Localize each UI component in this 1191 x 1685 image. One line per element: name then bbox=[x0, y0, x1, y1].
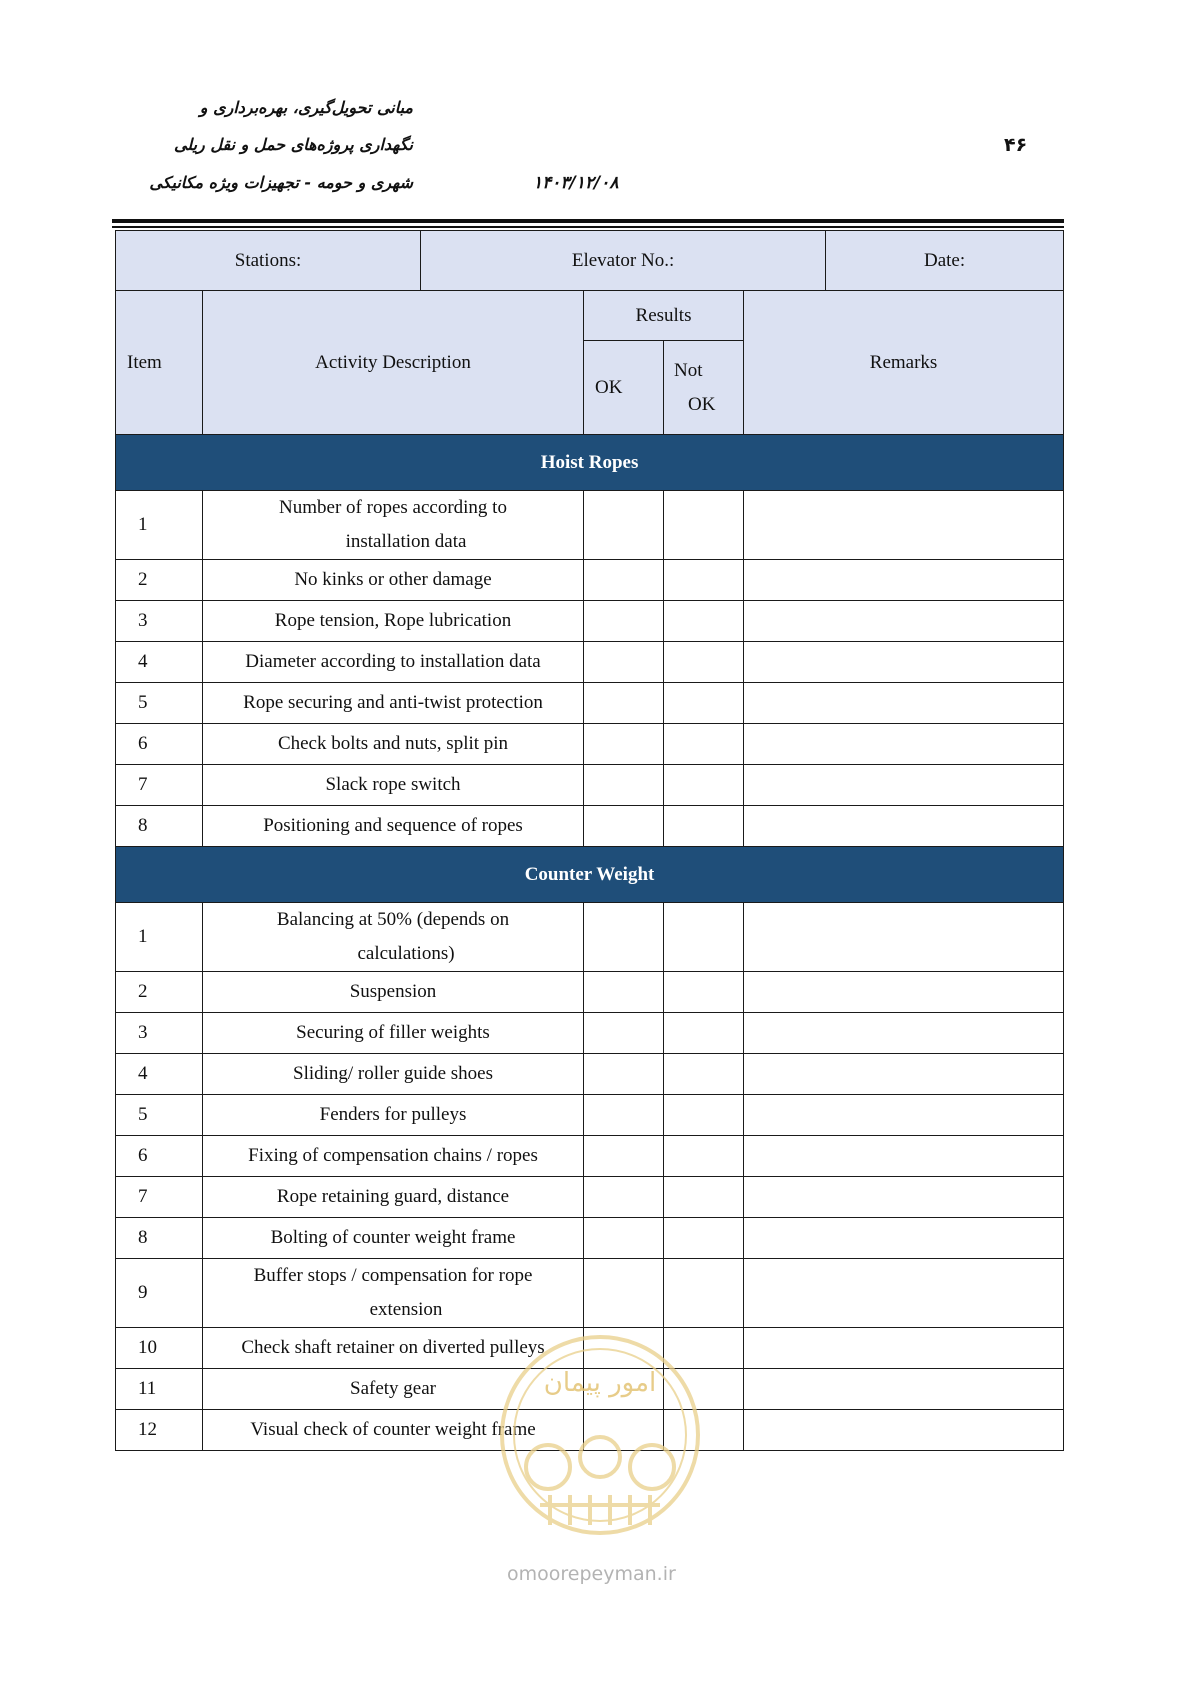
checklist-row bbox=[116, 972, 1064, 1013]
item-number: 1 bbox=[116, 903, 203, 972]
checklist-row bbox=[116, 903, 1064, 972]
header-title-line-3: شهری و حومه - تجهیزات ویژه مکانیکی bbox=[149, 173, 413, 192]
activity-description: Fixing of compensation chains / ropes bbox=[203, 1136, 584, 1177]
activity-description: Positioning and sequence of ropes bbox=[203, 806, 584, 847]
header-date: ۱۴۰۳/۱۲/۰۸ bbox=[533, 173, 619, 193]
activity-description: Fenders for pulleys bbox=[203, 1095, 584, 1136]
item-number: 7 bbox=[116, 765, 203, 806]
remarks-cell[interactable] bbox=[744, 642, 1064, 683]
activity-description: No kinks or other damage bbox=[203, 560, 584, 601]
form-info-row bbox=[116, 231, 1064, 291]
not-ok-checkbox-cell[interactable] bbox=[664, 1054, 744, 1095]
item-number: 7 bbox=[116, 1177, 203, 1218]
ok-checkbox-cell[interactable] bbox=[584, 972, 664, 1013]
remarks-cell[interactable] bbox=[744, 1259, 1064, 1328]
elevator-number-field[interactable] bbox=[421, 231, 826, 291]
item-number: 3 bbox=[116, 601, 203, 642]
ok-checkbox-cell[interactable] bbox=[584, 601, 664, 642]
checklist-row bbox=[116, 806, 1064, 847]
header-rule-thick bbox=[112, 219, 1064, 223]
date-field[interactable] bbox=[826, 231, 1064, 291]
remarks-cell[interactable] bbox=[744, 1136, 1064, 1177]
checklist-row bbox=[116, 560, 1064, 601]
checklist-row bbox=[116, 683, 1064, 724]
activity-description: Balancing at 50% (depends on calculations) bbox=[203, 903, 584, 972]
ok-checkbox-cell[interactable] bbox=[584, 1218, 664, 1259]
remarks-cell[interactable] bbox=[744, 1013, 1064, 1054]
not-ok-checkbox-cell[interactable] bbox=[664, 903, 744, 972]
remarks-cell[interactable] bbox=[744, 903, 1064, 972]
ok-checkbox-cell[interactable] bbox=[584, 1095, 664, 1136]
header-title-line-2: نگهداری پروژه‌های حمل و نقل ریلی bbox=[173, 135, 413, 154]
activity-column-header: Activity Description bbox=[203, 291, 584, 435]
not-ok-checkbox-cell[interactable] bbox=[664, 1177, 744, 1218]
activity-description: Safety gear bbox=[203, 1369, 584, 1410]
item-number: 4 bbox=[116, 1054, 203, 1095]
remarks-cell[interactable] bbox=[744, 601, 1064, 642]
checklist-row bbox=[116, 724, 1064, 765]
ok-checkbox-cell[interactable] bbox=[584, 683, 664, 724]
checklist-row bbox=[116, 1177, 1064, 1218]
not-ok-checkbox-cell[interactable] bbox=[664, 972, 744, 1013]
not-ok-checkbox-cell[interactable] bbox=[664, 560, 744, 601]
item-number: 6 bbox=[116, 1136, 203, 1177]
ok-checkbox-cell[interactable] bbox=[584, 1013, 664, 1054]
not-ok-checkbox-cell[interactable] bbox=[664, 1328, 744, 1369]
item-number: 4 bbox=[116, 642, 203, 683]
ok-checkbox-cell[interactable] bbox=[584, 1136, 664, 1177]
not-ok-checkbox-cell[interactable] bbox=[664, 1259, 744, 1328]
not-ok-checkbox-cell[interactable] bbox=[664, 491, 744, 560]
not-ok-checkbox-cell[interactable] bbox=[664, 806, 744, 847]
remarks-column-header: Remarks bbox=[744, 291, 1064, 435]
ok-checkbox-cell[interactable] bbox=[584, 1369, 664, 1410]
activity-description: Slack rope switch bbox=[203, 765, 584, 806]
not-ok-checkbox-cell[interactable] bbox=[664, 724, 744, 765]
activity-description: Rope retaining guard, distance bbox=[203, 1177, 584, 1218]
ok-checkbox-cell[interactable] bbox=[584, 642, 664, 683]
activity-description: Rope securing and anti-twist protection bbox=[203, 683, 584, 724]
item-number: 10 bbox=[116, 1328, 203, 1369]
checklist-row bbox=[116, 1259, 1064, 1328]
remarks-cell[interactable] bbox=[744, 560, 1064, 601]
item-number: 5 bbox=[116, 683, 203, 724]
item-number: 8 bbox=[116, 1218, 203, 1259]
remarks-cell[interactable] bbox=[744, 765, 1064, 806]
checklist-row bbox=[116, 1369, 1064, 1410]
activity-description: Check shaft retainer on diverted pulleys bbox=[203, 1328, 584, 1369]
item-number: 9 bbox=[116, 1259, 203, 1328]
remarks-cell[interactable] bbox=[744, 491, 1064, 560]
not-ok-checkbox-cell[interactable] bbox=[664, 1369, 744, 1410]
remarks-cell[interactable] bbox=[744, 1328, 1064, 1369]
activity-description: Number of ropes according to installation data bbox=[203, 491, 584, 560]
not-ok-column-header: Not OK bbox=[664, 341, 744, 435]
activity-description: Bolting of counter weight frame bbox=[203, 1218, 584, 1259]
item-number: 12 bbox=[116, 1410, 203, 1451]
activity-description: Diameter according to installation data bbox=[203, 642, 584, 683]
page-header bbox=[0, 0, 1191, 225]
activity-description: Sliding/ roller guide shoes bbox=[203, 1054, 584, 1095]
section-header-row bbox=[116, 847, 1064, 903]
remarks-cell[interactable] bbox=[744, 1177, 1064, 1218]
column-header-row-1 bbox=[116, 291, 1064, 341]
item-number: 8 bbox=[116, 806, 203, 847]
not-ok-checkbox-cell[interactable] bbox=[664, 1218, 744, 1259]
not-ok-checkbox-cell[interactable] bbox=[664, 683, 744, 724]
ok-checkbox-cell[interactable] bbox=[584, 1054, 664, 1095]
item-number: 11 bbox=[116, 1369, 203, 1410]
checklist-row bbox=[116, 765, 1064, 806]
svg-text:امور پیمان: امور پیمان bbox=[543, 1368, 657, 1398]
checklist-row bbox=[116, 1095, 1064, 1136]
not-ok-checkbox-cell[interactable] bbox=[664, 1410, 744, 1451]
results-column-header: Results bbox=[584, 291, 744, 341]
checklist-row bbox=[116, 1013, 1064, 1054]
checklist-row bbox=[116, 1136, 1064, 1177]
item-number: 5 bbox=[116, 1095, 203, 1136]
remarks-cell[interactable] bbox=[744, 972, 1064, 1013]
checklist-row bbox=[116, 1218, 1064, 1259]
section-title: Hoist Ropes bbox=[116, 435, 1064, 491]
ok-checkbox-cell[interactable] bbox=[584, 724, 664, 765]
ok-checkbox-cell[interactable] bbox=[584, 560, 664, 601]
section-header-row bbox=[116, 435, 1064, 491]
watermark-url: omoorepeyman.ir bbox=[507, 1563, 676, 1585]
stations-label: Stations: bbox=[234, 249, 302, 271]
date-label: Date: bbox=[923, 249, 966, 271]
remarks-cell[interactable] bbox=[744, 724, 1064, 765]
not-ok-checkbox-cell[interactable] bbox=[664, 601, 744, 642]
stations-field[interactable] bbox=[116, 231, 421, 291]
item-column-header: Item bbox=[116, 291, 203, 435]
not-ok-checkbox-cell[interactable] bbox=[664, 1095, 744, 1136]
not-ok-checkbox-cell[interactable] bbox=[664, 642, 744, 683]
header-rule-thin bbox=[112, 226, 1064, 228]
checklist-row bbox=[116, 1410, 1064, 1451]
activity-description: Buffer stops / compensation for rope extension bbox=[203, 1259, 584, 1328]
activity-description: Securing of filler weights bbox=[203, 1013, 584, 1054]
activity-description: Suspension bbox=[203, 972, 584, 1013]
ok-checkbox-cell[interactable] bbox=[584, 1410, 664, 1451]
page-number: ۴۶ bbox=[1004, 134, 1028, 156]
not-ok-checkbox-cell[interactable] bbox=[664, 1013, 744, 1054]
ok-checkbox-cell[interactable] bbox=[584, 903, 664, 972]
not-ok-checkbox-cell[interactable] bbox=[664, 765, 744, 806]
remarks-cell[interactable] bbox=[744, 1369, 1064, 1410]
inspection-checklist-table bbox=[115, 230, 1064, 1451]
item-number: 3 bbox=[116, 1013, 203, 1054]
elevator-number-label: Elevator No.: bbox=[571, 249, 675, 271]
activity-description: Visual check of counter weight frame bbox=[203, 1410, 584, 1451]
ok-checkbox-cell[interactable] bbox=[584, 806, 664, 847]
remarks-cell[interactable] bbox=[744, 1218, 1064, 1259]
checklist-row bbox=[116, 491, 1064, 560]
section-title: Counter Weight bbox=[116, 847, 1064, 903]
remarks-cell[interactable] bbox=[744, 1054, 1064, 1095]
item-number: 2 bbox=[116, 560, 203, 601]
ok-checkbox-cell[interactable] bbox=[584, 1328, 664, 1369]
checklist-row bbox=[116, 642, 1064, 683]
item-number: 2 bbox=[116, 972, 203, 1013]
checklist-row bbox=[116, 1328, 1064, 1369]
ok-column-header: OK bbox=[584, 341, 664, 435]
item-number: 1 bbox=[116, 491, 203, 560]
remarks-cell[interactable] bbox=[744, 683, 1064, 724]
checklist-row bbox=[116, 601, 1064, 642]
activity-description: Check bolts and nuts, split pin bbox=[203, 724, 584, 765]
checklist-row bbox=[116, 1054, 1064, 1095]
ok-checkbox-cell[interactable] bbox=[584, 1259, 664, 1328]
ok-checkbox-cell[interactable] bbox=[584, 491, 664, 560]
remarks-cell[interactable] bbox=[744, 806, 1064, 847]
not-ok-checkbox-cell[interactable] bbox=[664, 1136, 744, 1177]
header-title-line-1: مبانی تحویل‌گیری، بهره‌برداری و bbox=[199, 98, 413, 117]
ok-checkbox-cell[interactable] bbox=[584, 1177, 664, 1218]
ok-checkbox-cell[interactable] bbox=[584, 765, 664, 806]
remarks-cell[interactable] bbox=[744, 1095, 1064, 1136]
item-number: 6 bbox=[116, 724, 203, 765]
remarks-cell[interactable] bbox=[744, 1410, 1064, 1451]
activity-description: Rope tension, Rope lubrication bbox=[203, 601, 584, 642]
